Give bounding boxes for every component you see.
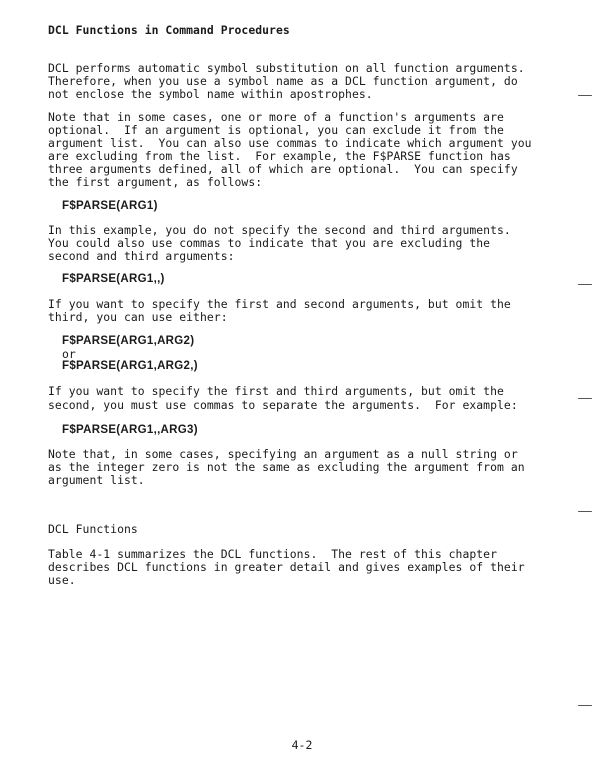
- code-example-3a: F$PARSE(ARG1,ARG2): [62, 335, 195, 347]
- paragraph-3-line-1: In this example, you do not specify the second and third arguments.: [48, 223, 511, 237]
- paragraph-4-line-2: third, you can use either:: [48, 310, 228, 324]
- margin-mark: [578, 284, 592, 285]
- code-example-1: F$PARSE(ARG1): [62, 200, 158, 212]
- paragraph-2-line-4: are excluding from the list. For example, the F$PARSE function has: [48, 149, 511, 163]
- paragraph-2-line-6: the first argument, as follows:: [48, 175, 263, 189]
- paragraph-3-line-3: second and third arguments:: [48, 249, 235, 263]
- paragraph-4-line-1: If you want to specify the first and second arguments, but omit the: [48, 297, 511, 311]
- code-or-text: or: [62, 347, 76, 361]
- paragraph-2-line-5: three arguments defined, all of which are optional. You can specify: [48, 162, 518, 176]
- paragraph-5-line-2: second, you must use commas to separate the arguments. For example:: [48, 398, 518, 412]
- page-number: 4-2: [291, 738, 313, 752]
- paragraph-2-line-3: argument list. You can also use commas to indicate which argument you: [48, 136, 532, 150]
- paragraph-6-line-2: as the integer zero is not the same as excluding the argument from an: [48, 460, 525, 474]
- margin-mark: [578, 511, 592, 512]
- code-example-2: F$PARSE(ARG1,,): [62, 273, 165, 285]
- margin-mark: [578, 95, 592, 96]
- section-2-title: DCL Functions: [48, 522, 138, 536]
- margin-mark: [578, 705, 592, 706]
- margin-mark: [578, 398, 592, 399]
- paragraph-6-line-1: Note that, in some cases, specifying an argument as a null string or: [48, 447, 518, 461]
- paragraph-6-line-3: argument list.: [48, 473, 145, 487]
- paragraph-3-line-2: You could also use commas to indicate that you are excluding the: [48, 236, 491, 250]
- paragraph-7-line-3: use.: [48, 573, 76, 587]
- paragraph-1-line-1: DCL performs automatic symbol substitution on all function arguments.: [48, 61, 525, 75]
- paragraph-2-line-1: Note that in some cases, one or more of a function's arguments are: [48, 110, 504, 124]
- code-example-3b: F$PARSE(ARG1,ARG2,): [62, 360, 198, 372]
- paragraph-7-line-1: Table 4-1 summarizes the DCL functions. The rest of this chapter: [48, 547, 498, 561]
- paragraph-1-line-2: Therefore, when you use a symbol name as a DCL function argument, do: [48, 74, 518, 88]
- paragraph-1-line-3: not enclose the symbol name within apostrophes.: [48, 87, 373, 101]
- code-example-4: F$PARSE(ARG1,,ARG3): [62, 424, 198, 436]
- paragraph-2-line-2: optional. If an argument is optional, you can exclude it from the: [48, 123, 504, 137]
- paragraph-7-line-2: describes DCL functions in greater detail and gives examples of their: [48, 560, 525, 574]
- section-title: DCL Functions in Command Procedures: [48, 23, 290, 37]
- paragraph-5-line-1: If you want to specify the first and third arguments, but omit the: [48, 384, 504, 398]
